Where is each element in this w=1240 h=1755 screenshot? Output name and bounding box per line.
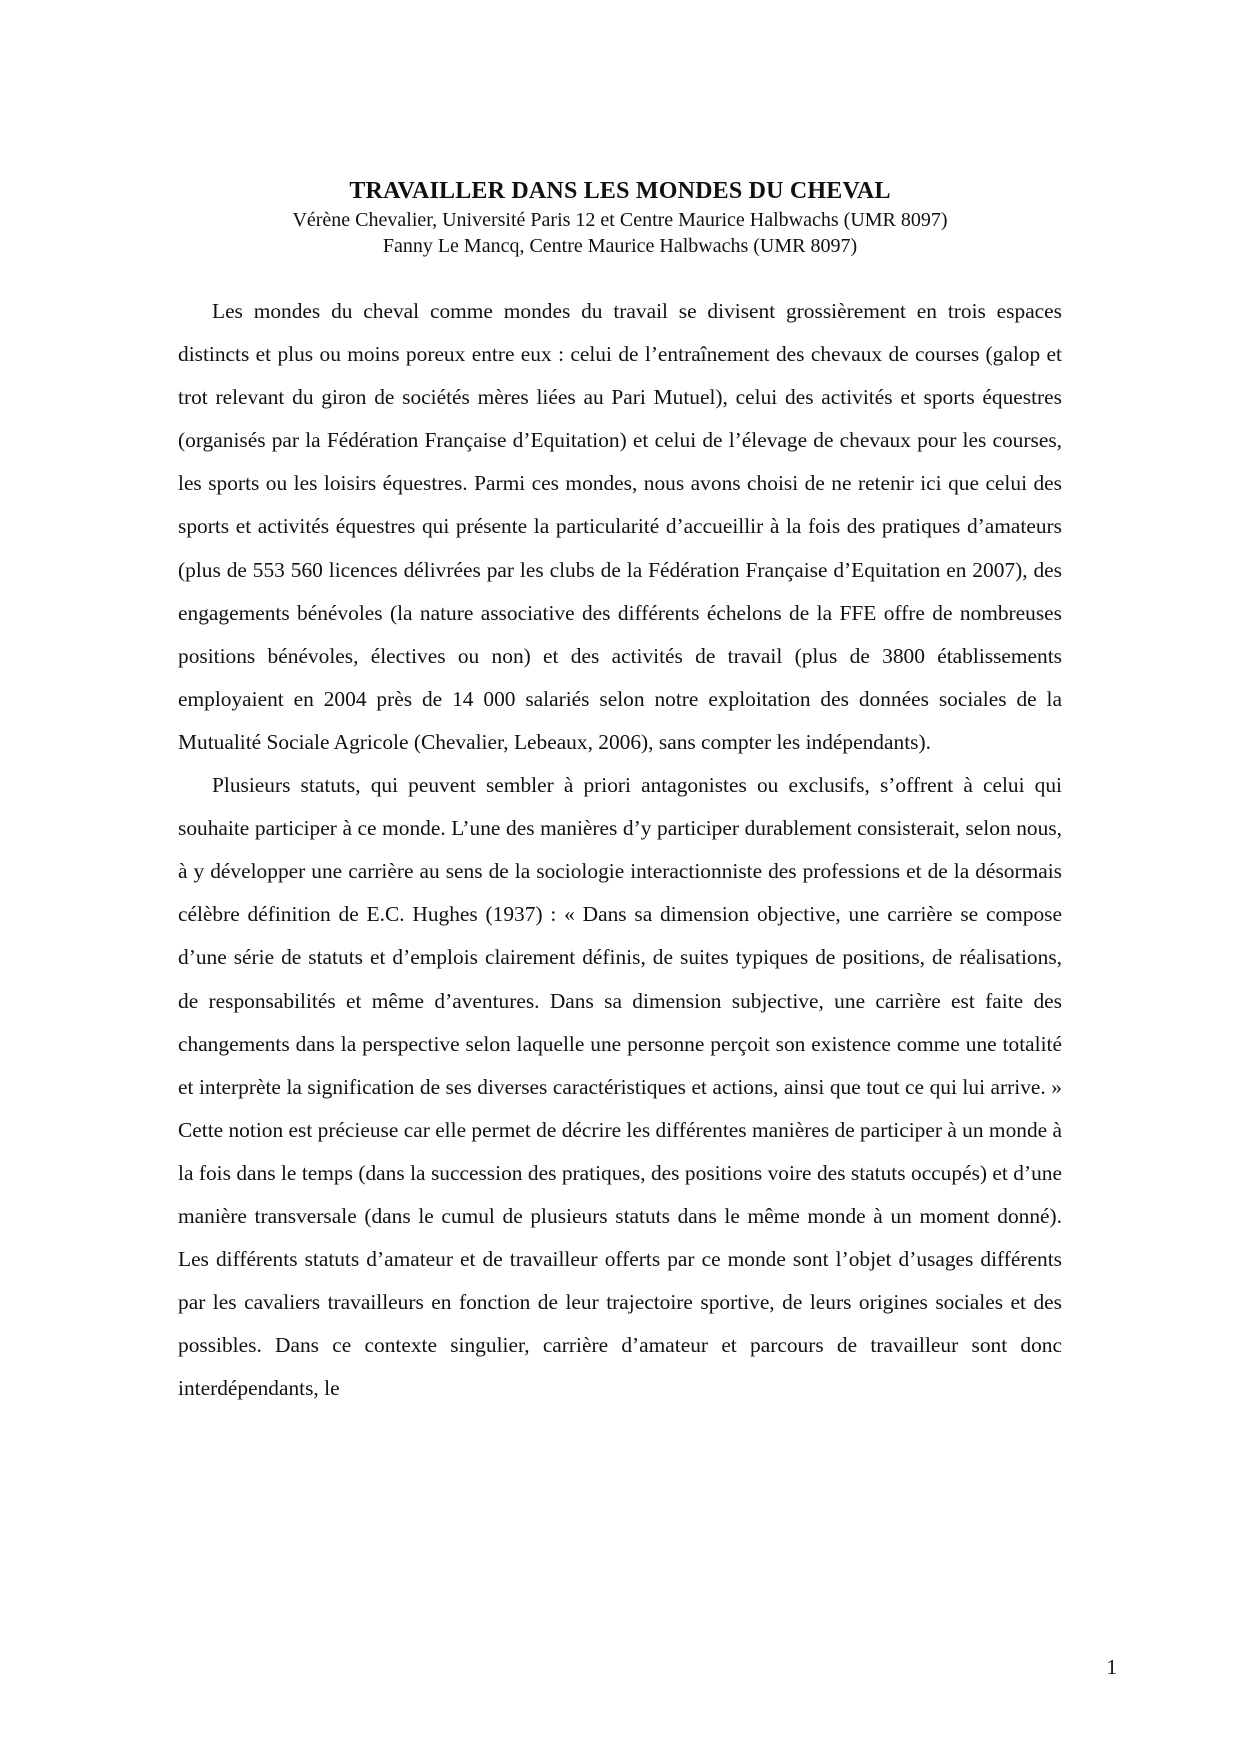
author-line-2: Fanny Le Mancq, Centre Maurice Halbwachs (UMR 8097): [382, 235, 858, 257]
author-line-1: Vérène Chevalier, Université Paris 12 et Centre Maurice Halbwachs (UMR 8097): [292, 209, 948, 231]
body-text: [178, 290, 1062, 1410]
paper-title: TRAVAILLER DANS LES MONDES DU CHEVAL: [349, 178, 891, 204]
paragraph-2: Plusieurs statuts, qui peuvent sembler à priori antagonistes ou exclusifs, s’offrent à celui qui souhaite participer à ce monde. L’une des manières d’y participer durablement consisterait, selon nous, à y développer une carrière au sens de la sociologie interactionniste des professions et de la désormais célèbre définition de E.C. Hughes (1937) : « Dans sa dimension objective, une carrière se compose d’une série de statuts et d’emplois clairement définis, de suites typiques de positions, de réalisations, de responsabilités et même d’aventures. Dans sa dimension subjective, une carrière est faite des changements dans la perspective selon laquelle une personne perçoit son existence comme une totalité et interprète la signification de ses diverses caractéristiques et actions, ainsi que tout ce qui lui arrive. » Cette notion est précieuse car elle permet de décrire les différentes manières de participer à un monde à la fois dans le temps (dans la succession des pratiques, des positions voire des statuts occupés) et d’une manière transversale (dans le cumul de plusieurs statuts dans le même monde à un moment donné). Les différents statuts d’amateur et de travailleur offerts par ce monde sont l’objet d’usages différents par les cavaliers travailleurs en fonction de leur trajectoire sportive, de leurs origines sociales et des possibles. Dans ce contexte singulier, carrière d’amateur et parcours de travailleur sont donc interdépendants, le: [178, 773, 1062, 1401]
paragraph-1: Les mondes du cheval comme mondes du travail se divisent grossièrement en trois espaces distincts et plus ou moins poreux entre eux : celui de l’entraînement des chevaux de courses (galop et trot relevant du giron de sociétés mères liées au Pari Mutuel), celui des activités et sports équestres (organisés par la Fédération Française d’Equitation) et celui de l’élevage de chevaux pour les courses, les sports ou les loisirs équestres. Parmi ces mondes, nous avons choisi de ne retenir ici que celui des sports et activités équestres qui présente la particularité d’accueillir à la fois des pratiques d’amateurs (plus de 553 560 licences délivrées par les clubs de la Fédération Française d’Equitation en 2007), des engagements bénévoles (la nature associative des différents échelons de la FFE offre de nombreuses positions bénévoles, électives ou non) et des activités de travail (plus de 3800 établissements employaient en 2004 près de 14 000 salariés selon notre exploitation des données sociales de la Mutualité Sociale Agricole (Chevalier, Lebeaux, 2006), sans compter les indépendants).: [178, 299, 1062, 754]
paper-header: [0, 175, 1240, 259]
page-number: 1: [1106, 1655, 1117, 1679]
